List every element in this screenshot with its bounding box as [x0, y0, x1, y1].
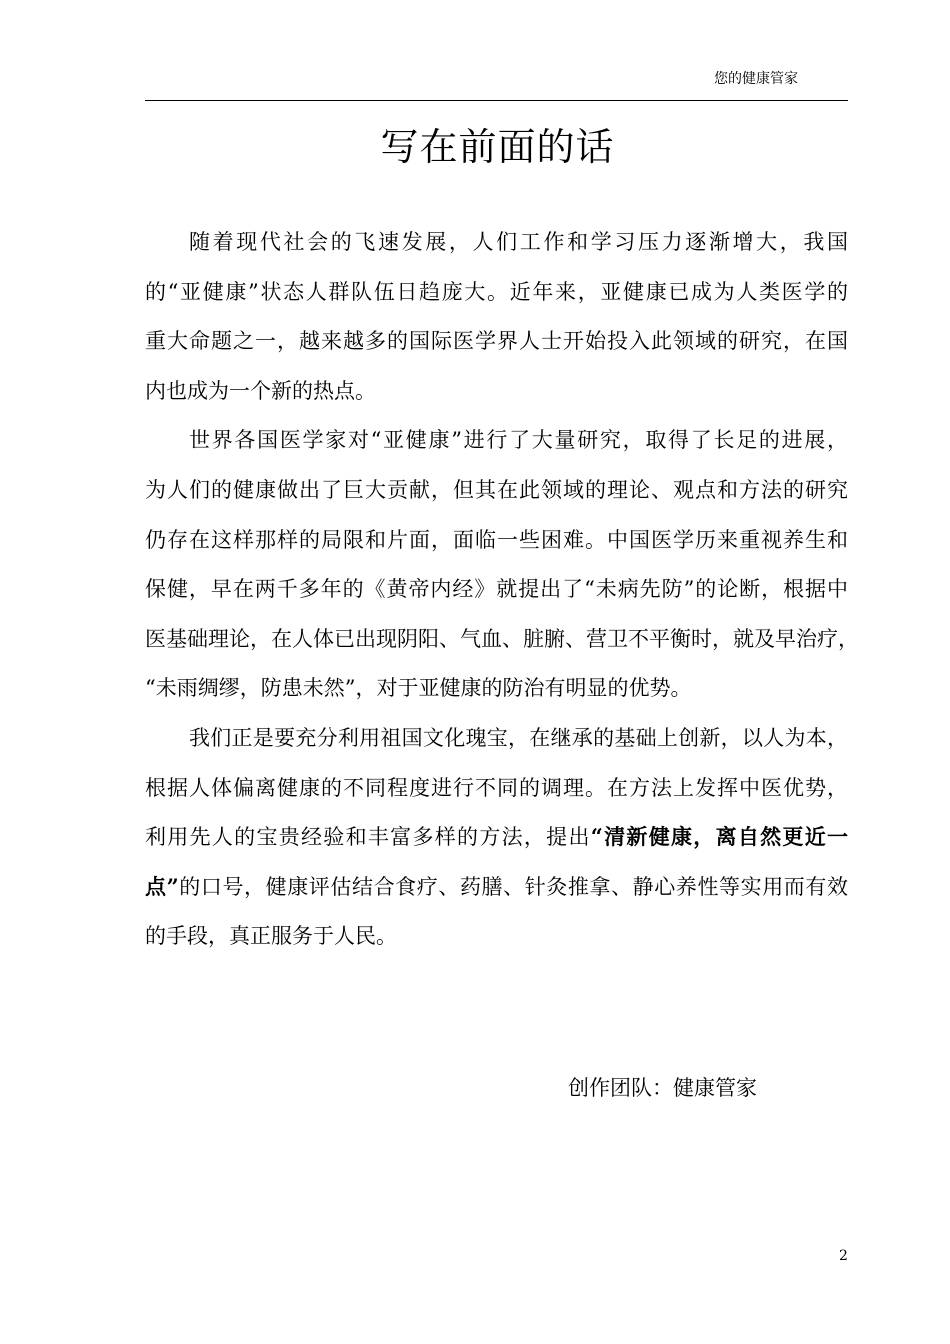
text-segment: 的口号，健康评估结合食疗、药膳、针灸推拿、静心养性等实用而有效: [178, 874, 848, 899]
paragraph-2: [145, 420, 859, 718]
page-title: 写在前面的话: [380, 125, 615, 169]
text-line: 随着现代社会的飞速发展，人们工作和学习压力逐渐增大，我国: [189, 230, 848, 254]
header-rule: [145, 100, 848, 101]
page-number: 2: [839, 1248, 848, 1264]
paragraph-1: [145, 222, 848, 420]
text-line: 世界各国医学家对“亚健康”进行了大量研究，取得了长足的进展，: [189, 428, 848, 453]
document-body: [145, 222, 859, 966]
text-line: [145, 867, 848, 917]
text-line: “未雨绸缪，防患未然”，对于亚健康的防治有明显的优势。: [145, 676, 692, 701]
paragraph-3: [145, 718, 848, 966]
text-line: 保健，早在两千多年的《黄帝内经》就提出了“未病先防”的论断，根据中: [145, 577, 848, 602]
text-line: 医基础理论，在人体已出现阴阳、气血、脏腑、营卫不平衡时，就及早治疗，: [145, 626, 859, 651]
text-line: 为人们的健康做出了巨大贡献，但其在此领域的理论、观点和方法的研究: [145, 477, 848, 502]
running-header: 您的健康管家: [714, 71, 798, 87]
text-line: 的手段，真正服务于人民。: [145, 924, 397, 949]
signature: 创作团队：健康管家: [568, 1076, 757, 1100]
text-line: 根据人体偏离健康的不同程度进行不同的调理。在方法上发挥中医优势，: [145, 775, 848, 800]
slogan-bold: 点”: [145, 873, 179, 899]
text-line: 重大命题之一，越来越多的国际医学界人士开始投入此领域的研究，在国: [145, 329, 848, 354]
text-segment: 利用先人的宝贵经验和丰富多样的方法，提出: [145, 825, 591, 850]
text-line: 内也成为一个新的热点。: [145, 378, 376, 403]
text-line: 仍存在这样那样的局限和片面，面临一些困难。中国医学历来重视养生和: [145, 527, 848, 552]
text-line: [145, 817, 848, 867]
text-line: 我们正是要充分利用祖国文化瑰宝，在继承的基础上创新，以人为本，: [189, 725, 848, 750]
slogan-bold: “清新健康，离自然更近一: [590, 824, 849, 850]
text-line: 的“亚健康”状态人群队伍日趋庞大。近年来，亚健康已成为人类医学的: [145, 279, 848, 304]
